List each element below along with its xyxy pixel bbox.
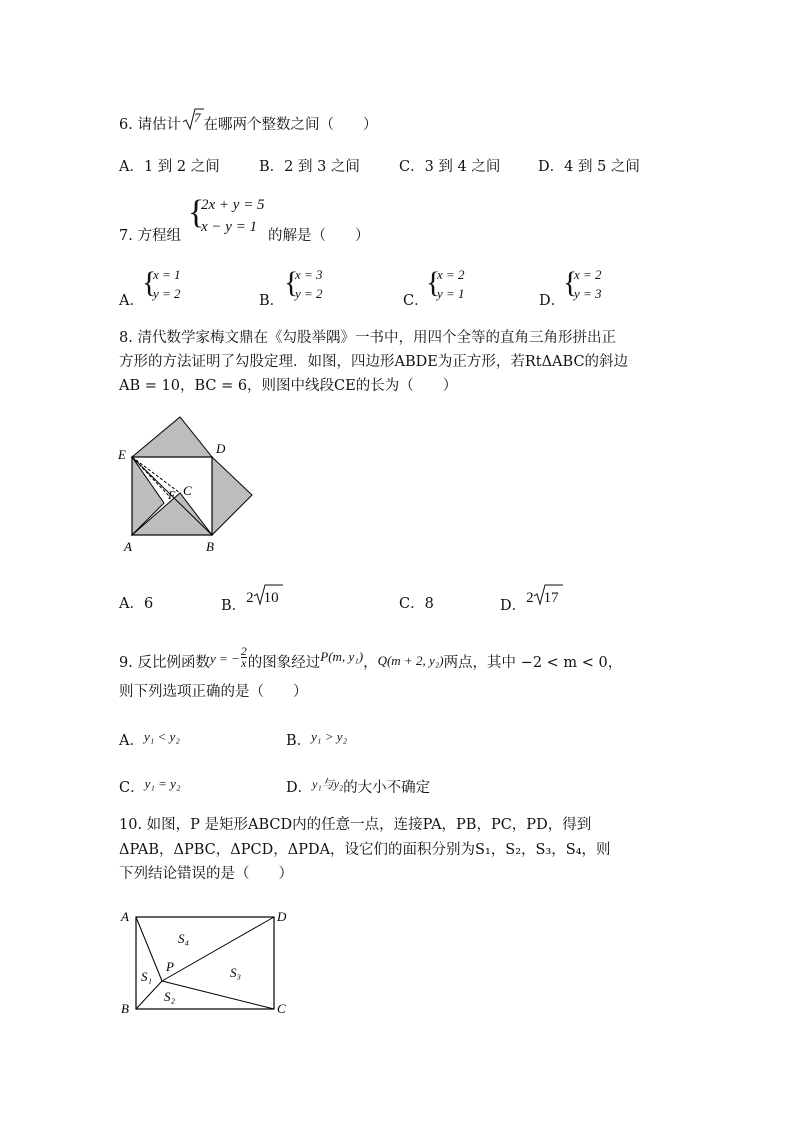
q10-label-d: D [277,909,287,924]
q9-option-d-tail: 的大小不确定 [343,780,431,796]
q8-option-a[interactable]: A．6 [119,596,154,612]
q8-option-d-radicand: 17 [543,590,559,606]
q9-point-p: P(m, y₁) [320,649,364,664]
q10-label-p: P [166,959,174,974]
q8-option-b-coef: 2 [246,590,254,606]
q7-option-c-l1: x = 2 [437,267,465,282]
q6-suffix: 在哪两个整数之间（ ） [203,117,378,133]
q9-point-q: Q(m + 2, y₂) [377,653,444,668]
q9-option-b-label: B． [286,733,312,749]
q8-option-b-radicand: 10 [263,590,279,606]
q10-figure [112,903,302,1021]
q7-option-b-brace: { [284,266,299,299]
q7-option-d-l2: y = 3 [574,286,602,301]
q7-option-b-label[interactable]: B． [259,293,285,309]
q9-option-b-math: y₁ > y₂ [311,729,348,744]
q10-segment-pd [162,917,274,981]
q7-option-a-label[interactable]: A． [119,293,144,309]
q8-option-b-label: B． [221,598,247,614]
q8-label-f: F [168,488,176,502]
q7-option-a-l1: x = 1 [153,267,181,282]
q6-radical-sign [182,107,204,131]
q9-option-c-label: C． [119,780,145,796]
q8-line1: 8. 清代数学家梅文鼎在《勾股举隅》一书中，用四个全等的直角三角形拼出正 [119,330,616,346]
q7-option-c-l2: y = 1 [437,286,465,301]
q8-line3: AB = 10，BC = 6，则图中线段CE的长为（ ） [119,378,458,394]
q6-option-d[interactable]: D．4 到 5 之间 [538,159,640,175]
q8-shaded-right [212,457,252,535]
q10-line3: 下列结论错误的是（ ） [119,866,293,882]
q8-label-c: C [183,483,192,498]
q8-option-d-label: D． [500,598,527,614]
q9-option-b[interactable] [286,729,347,750]
q6-stem [119,110,378,134]
q7-option-d-l1: x = 2 [574,267,602,282]
q9-option-d-label: D． [286,780,313,796]
q10-segment-pb [136,981,162,1009]
q7-option-c-label[interactable]: C． [403,293,429,309]
q8-label-e: E [118,447,126,462]
q9-line2: 则下列选项正确的是（ ） [119,684,308,700]
q8-shaded-top [132,417,212,457]
q8-option-d-coef: 2 [526,590,534,606]
q8-line2: 方形的方法证明了勾股定理．如图，四边形ABDE为正方形，若RtΔABC的斜边 [119,354,629,370]
q8-figure [112,405,262,555]
q6-prefix: 6. 请估计 [119,117,181,133]
q10-label-c: C [277,1001,286,1016]
q10-label-s2: S₂ [164,989,176,1004]
q9-option-a-math: y₁ < y₂ [143,729,180,744]
q9-mid: 的图象经过 [247,655,321,671]
q7-option-b-l2: y = 2 [295,286,323,301]
q9-frac-num: 2 [240,643,247,658]
q6-sqrt [184,110,201,133]
q6-radicand: 7 [193,110,201,125]
q10-line2: ΔPAB，ΔPBC，ΔPCD，ΔPDA，设它们的面积分别为S₁，S₂，S₃，S₄，则 [119,842,611,858]
q7-brace: { [188,194,205,231]
q9-option-d[interactable] [286,776,430,797]
q10-segment-pc [162,981,274,1009]
q9-tail: 两点，其中 −2 < m < 0， [443,655,623,671]
q9-stem-line1 [119,643,623,675]
q6-option-a[interactable]: A．1 到 2 之间 [119,159,220,175]
q8-label-b: B [206,539,214,554]
q9-option-a-label: A． [119,733,144,749]
q7-prefix: 7. 方程组 [119,228,181,244]
q7-eq1: 2x + y = 5 [201,197,265,213]
q8-label-d: D [216,441,226,456]
q10-line1: 10. 如图，P 是矩形ABCD内的任意一点，连接PA，PB，PC，PD，得到 [119,817,592,833]
q8-option-b[interactable] [221,590,279,615]
q6-option-c[interactable]: C．3 到 4 之间 [399,159,501,175]
q10-label-s3: S₃ [230,965,242,980]
q7-option-d-brace: { [563,266,578,299]
q9-prefix: 9. 反比例函数 [119,655,210,671]
q9-option-c-math: y₁ = y₂ [144,776,181,791]
q9-option-d-math: y₁与y₂ [312,777,344,791]
q10-label-s1: S₁ [141,969,153,984]
q10-rectangle [136,917,274,1009]
q8-option-d[interactable] [500,590,559,615]
q7-option-c-brace: { [426,266,441,299]
q9-option-c[interactable] [119,776,180,797]
q10-label-b: B [121,1001,129,1016]
q9-comma: ， [363,655,378,671]
q9-frac-den: x [241,655,247,670]
q7-eq2: x − y = 1 [201,219,258,235]
q8-label-a: A [124,539,132,554]
q6-option-b[interactable]: B．2 到 3 之间 [259,159,360,175]
q7-option-b-l1: x = 3 [295,267,323,282]
q10-label-s4: S₄ [178,931,190,946]
q7-suffix: 的解是（ ） [268,228,370,244]
q7-option-a-l2: y = 2 [153,286,181,301]
q9-func: y = − [209,651,240,666]
q10-label-a: A [121,909,129,924]
q8-option-b-sqrt [254,590,279,615]
q9-option-a[interactable] [119,729,180,750]
q7-option-a-brace: { [142,266,157,299]
q8-option-c[interactable]: C．8 [399,596,434,612]
q8-option-d-sqrt [534,590,559,615]
q7-option-d-label[interactable]: D． [539,293,566,309]
q9-fraction [240,643,247,670]
